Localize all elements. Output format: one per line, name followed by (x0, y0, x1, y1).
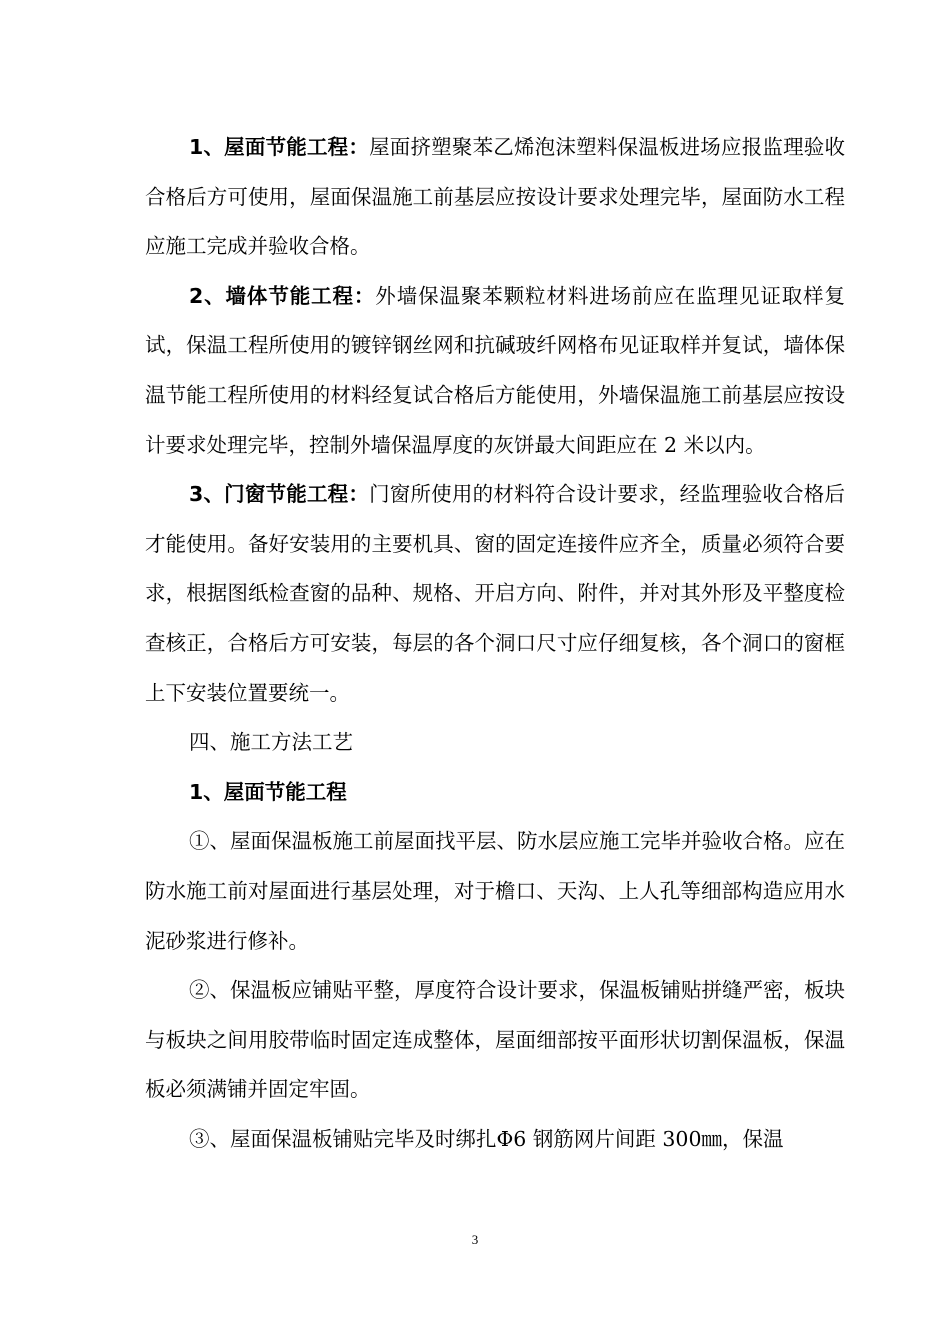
subsection-title (145, 768, 845, 818)
document-body (145, 123, 845, 1164)
chapter-title (145, 718, 845, 768)
paragraph-step-1 (145, 817, 845, 966)
paragraph-wall-energy (145, 272, 845, 470)
paragraph-step-2 (145, 966, 845, 1115)
page-number: 3 (471, 1232, 479, 1247)
section-heading: 1、屋面节能工程 (189, 779, 347, 804)
section-heading: 3、门窗节能工程： (189, 482, 370, 507)
paragraph-text: 屋面挤塑聚苯乙烯泡沫塑料保温板进场应报监理验收合格后方可使用，屋面保温施工前基层应按设计要求处理完毕，屋面防水工程应施工完成并验收合格。 (145, 135, 846, 259)
paragraph-window-energy (145, 470, 845, 718)
paragraph-text: ①、屋面保温板施工前屋面找平层、防水层应施工完毕并验收合格。应在防水施工前对屋面进行基层处理，对于檐口、天沟、上人孔等细部构造应用水泥砂浆进行修补。 (145, 829, 845, 953)
paragraph-text: 外墙保温聚苯颗粒材料进场前应在监理见证取样复试，保温工程所使用的镀锌钢丝网和抗碱玻纤网格布见证取样并复试，墙体保温节能工程所使用的材料经复试合格后方能使用，外墙保温施工前基层应按设计要求处理完毕，控制外墙保温厚度的灰饼最大间距应在 2 米以内。 (145, 283, 846, 457)
chapter-title-text: 四、施工方法工艺 (189, 730, 353, 755)
paragraph-roof-energy (145, 123, 845, 272)
section-heading: 1、屋面节能工程： (189, 135, 370, 159)
paragraph-step-3 (145, 1115, 845, 1165)
paragraph-text: ②、保温板应铺贴平整，厚度符合设计要求，保温板铺贴拼缝严密，板块与板块之间用胶带临时固定连成整体，屋面细部按平面形状切割保温板，保温板必须满铺并固定牢固。 (145, 978, 845, 1102)
paragraph-text: ③、屋面保温板铺贴完毕及时绑扎Φ6 钢筋网片间距 300㎜，保温 (189, 1126, 784, 1151)
section-heading: 2、墙体节能工程： (189, 283, 376, 308)
paragraph-text: 门窗所使用的材料符合设计要求，经监理验收合格后才能使用。备好安装用的主要机具、窗的固定连接件应齐全，质量必须符合要求，根据图纸检查窗的品种、规格、开启方向、附件，并对其外形及平整度检查核正，合格后方可安装，每层的各个洞口尺寸应仔细复核，各个洞口的窗框上下安装位置要统一。 (145, 482, 846, 705)
